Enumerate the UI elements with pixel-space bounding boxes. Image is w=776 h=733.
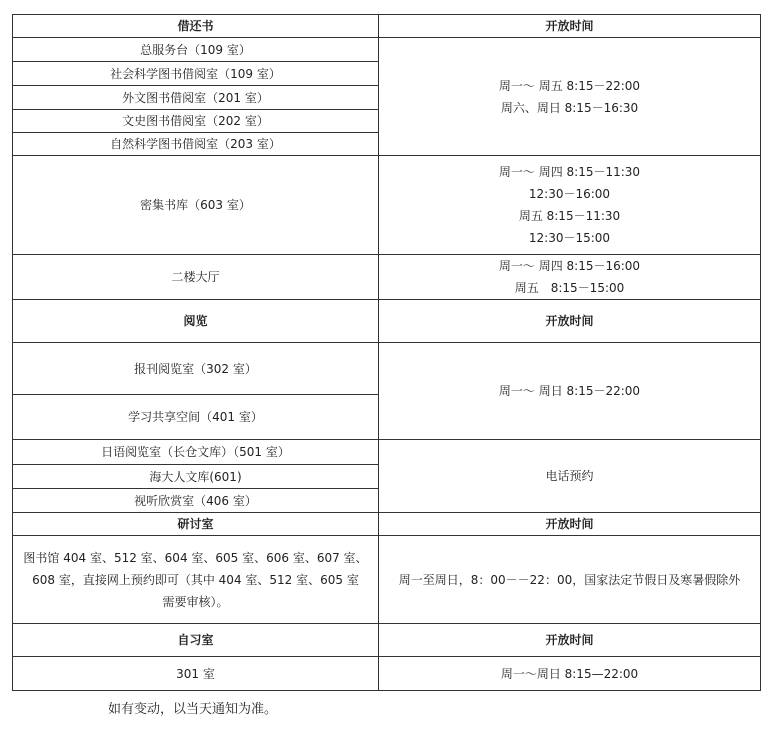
- footer-note: 如有变动，以当天通知为准。: [108, 702, 278, 717]
- hall-hours: [379, 255, 761, 300]
- library-hours-table: [12, 14, 761, 691]
- hours-line: 12:30－15:00: [528, 231, 611, 245]
- hours-line: 周五 8:15－11:30: [518, 209, 621, 223]
- borrow-section-title: 借还书: [13, 15, 379, 38]
- study-section-title: 自习室: [13, 624, 379, 657]
- room-name: 二楼大厅: [13, 255, 379, 300]
- room-name: 301 室: [13, 657, 379, 691]
- hours-line: 周一～ 周四 8:15－11:30: [498, 165, 641, 179]
- room-name: 总服务台（109 室）: [13, 38, 379, 62]
- hours-line: 周一～ 周四 8:15－16:00: [498, 259, 641, 273]
- description-line: 图书馆 404 室、512 室、604 室、605 室、606 室、607 室、: [23, 550, 368, 565]
- room-name: 文史图书借阅室（202 室）: [13, 110, 379, 133]
- borrow-time-header: 开放时间: [379, 15, 761, 38]
- study-time-header: 开放时间: [379, 624, 761, 657]
- seminar-hours: 周一至周日，8：00－－22：00，国家法定节假日及寒暑假除外: [379, 536, 761, 624]
- room-name: 学习共享空间（401 室）: [13, 395, 379, 440]
- reading-hours: 周一～ 周日 8:15－22:00: [379, 343, 761, 440]
- room-name: 视听欣赏室（406 室）: [13, 489, 379, 513]
- room-name: 自然科学图书借阅室（203 室）: [13, 133, 379, 156]
- room-name: 日语阅览室（长仓文库）（501 室）: [13, 440, 379, 465]
- reading-section-title: 阅览: [13, 300, 379, 343]
- seminar-time-header: 开放时间: [379, 513, 761, 536]
- hours-line: 周一～ 周五 8:15－22:00: [498, 78, 641, 93]
- hours-line: 12:30－16:00: [528, 187, 611, 201]
- borrow-rooms-hours: [379, 38, 761, 156]
- description-line: 需要审核）。: [162, 594, 229, 609]
- seminar-section-title: 研讨室: [13, 513, 379, 536]
- room-name: 社会科学图书借阅室（109 室）: [13, 62, 379, 86]
- hours-line: 周五 8:15－15:00: [514, 281, 625, 295]
- room-name: 外文图书借阅室（201 室）: [13, 86, 379, 110]
- hours-line: 周六、周日 8:15－16:30: [500, 100, 639, 115]
- room-name: 报刊阅览室（302 室）: [13, 343, 379, 395]
- room-name: 密集书库（603 室）: [13, 156, 379, 255]
- description-line: 608 室，直接网上预约即可（其中 404 室、512 室、605 室: [32, 572, 359, 587]
- special-rooms-hours: 电话预约: [379, 440, 761, 513]
- reading-time-header: 开放时间: [379, 300, 761, 343]
- dense-stack-hours: [379, 156, 761, 255]
- study-hours: 周一～周日 8:15—22:00: [379, 657, 761, 691]
- room-name: 海大人文库(601): [13, 465, 379, 489]
- seminar-description: [13, 536, 379, 624]
